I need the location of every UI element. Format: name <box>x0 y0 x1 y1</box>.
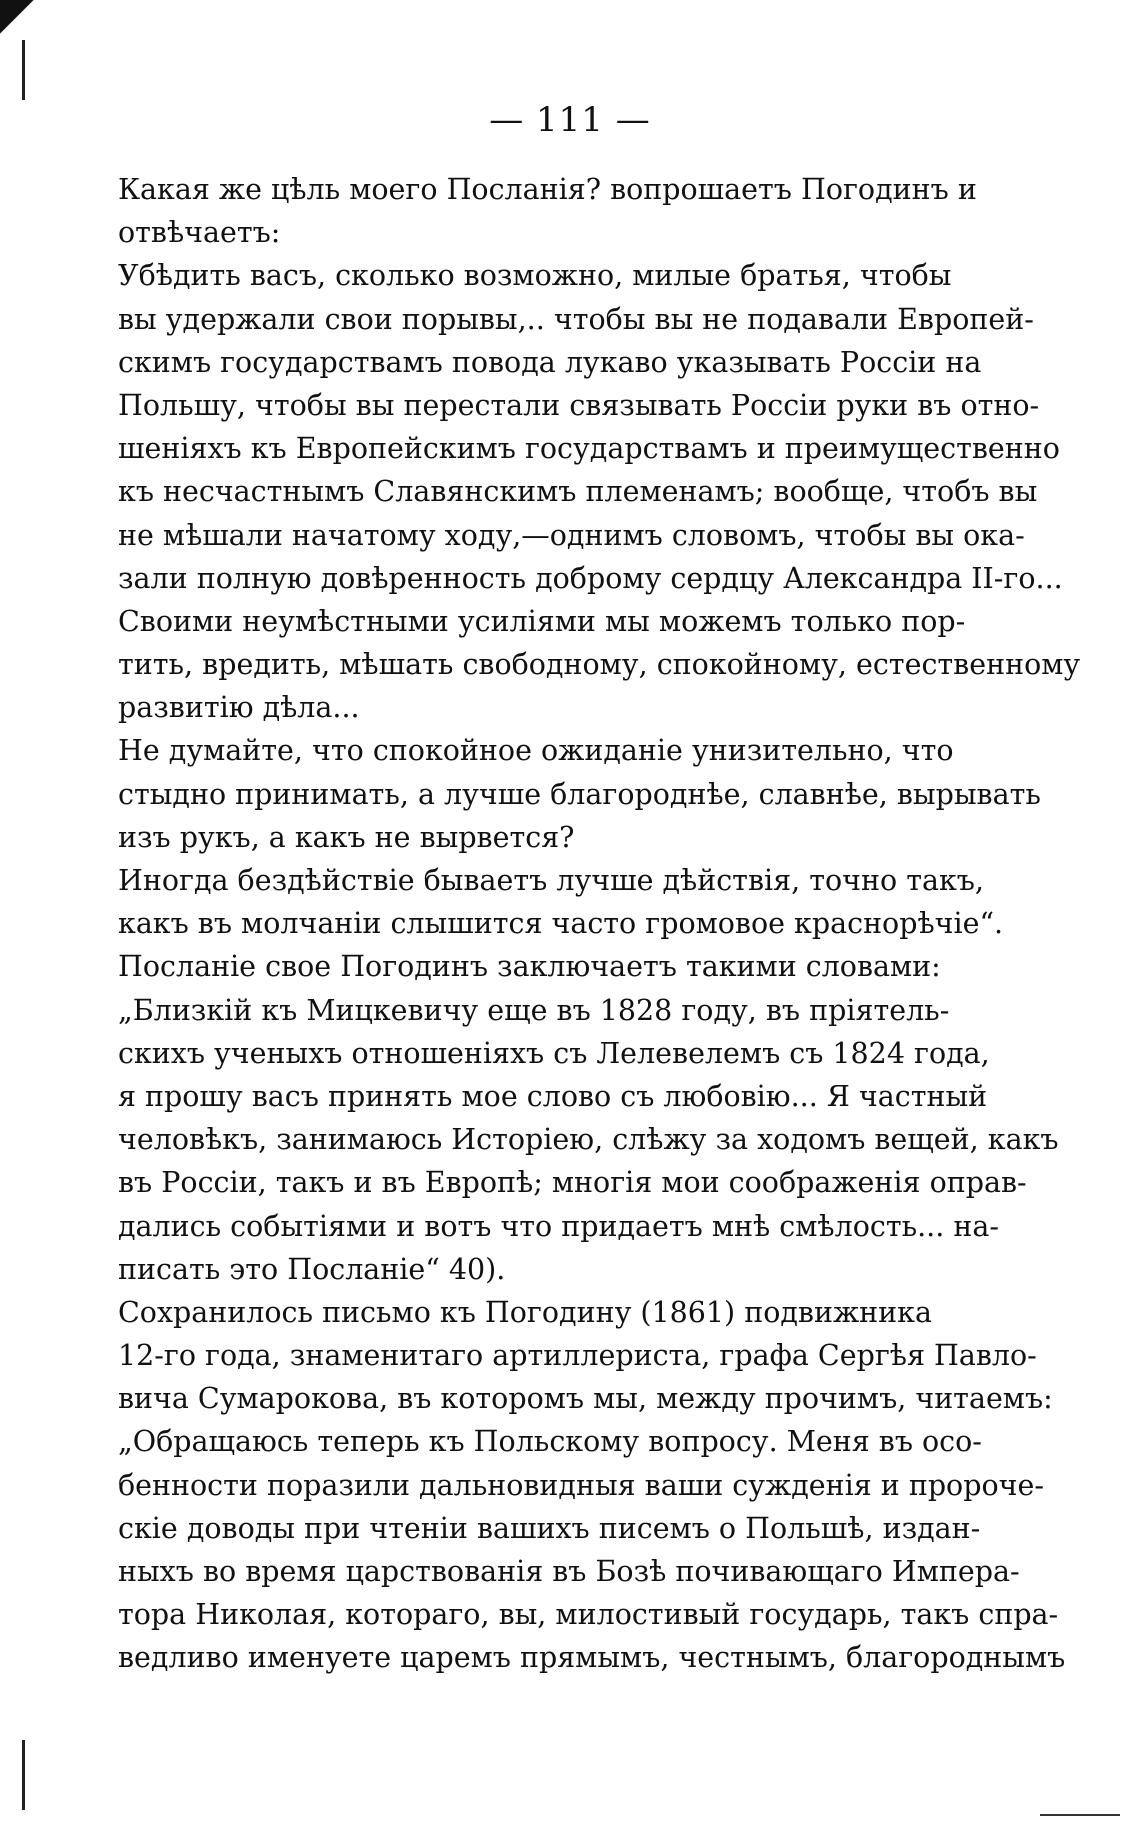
body-text <box>118 168 1081 1680</box>
text-line: человѣкъ, занимаюсь Исторіею, слѣжу за ходомъ вещей, какъ <box>118 1123 1059 1157</box>
scan-edge-mark-bottom <box>22 1740 25 1810</box>
text-line: Иногда бездѣйствіе бываетъ лучше дѣйствія, точно такъ, <box>118 864 984 897</box>
text-line: изъ рукъ, а какъ не вырвется? <box>118 820 575 854</box>
text-line: не мѣшали начатому ходу,—однимъ словомъ, чтобы вы ока- <box>118 518 1025 552</box>
text-line: скихъ ученыхъ отношеніяхъ съ Лелевелемъ съ 1824 года, <box>118 1036 990 1070</box>
text-line: писать это Посланіе“ 40). <box>118 1252 506 1286</box>
text-line: зали полную довѣренность доброму сердцу Александра II-го... <box>118 561 1063 595</box>
text-line: въ Россіи, такъ и въ Европѣ; многія мои соображенія оправ- <box>118 1166 1027 1200</box>
text-line: Какая же цѣль моего Посланія? вопрошаетъ Погодинъ и <box>118 173 977 206</box>
text-line: ныхъ во время царствованія въ Бозѣ почивающаго Импера- <box>118 1555 1020 1588</box>
text-line: бенности поразили дальновидныя ваши сужденія и пророче- <box>118 1468 1044 1502</box>
text-line: дались событіями и вотъ что придаетъ мнѣ смѣлость... на- <box>118 1209 999 1243</box>
text-line: ведливо именуете царемъ прямымъ, честнымъ, благороднымъ <box>118 1641 1066 1675</box>
scan-edge-mark-top <box>22 40 25 100</box>
text-line: къ несчастнымъ Славянскимъ племенамъ; вообще, чтобъ вы <box>118 475 1038 509</box>
text-line: скіе доводы при чтеніи вашихъ писемъ о Польшѣ, издан- <box>118 1511 981 1545</box>
page-number: — 111 — <box>489 100 651 140</box>
text-line: тить, вредить, мѣшать свободному, спокойному, естественному <box>118 648 1081 682</box>
text-line: Сохранилось письмо къ Погодину (1861) подвижника <box>118 1295 932 1329</box>
text-line: Польшу, чтобы вы перестали связывать Россіи руки въ отно- <box>118 388 1040 422</box>
text-line: „Близкій къ Мицкевичу еще въ 1828 году, въ пріятель- <box>118 993 950 1027</box>
text-line: вича Сумарокова, въ которомъ мы, между прочимъ, читаемъ: <box>118 1382 1053 1416</box>
text-line: 12-го года, знаменитаго артиллериста, графа Сергѣя Павло- <box>118 1339 1037 1373</box>
text-line: тора Николая, котораго, вы, милостивый государь, такъ спра- <box>118 1598 1059 1632</box>
text-line: отвѣчаетъ: <box>118 216 281 250</box>
text-line: Не думайте, что спокойное ожиданіе унизительно, что <box>118 734 954 768</box>
text-line: скимъ государствамъ повода лукаво указывать Россіи на <box>118 345 982 379</box>
scan-corner-mark <box>0 0 40 34</box>
text-line: я прошу васъ принять мое слово съ любовію... Я частный <box>118 1079 988 1113</box>
text-line: развитію дѣла... <box>118 691 360 725</box>
text-line: шеніяхъ къ Европейскимъ государствамъ и преимущественно <box>118 432 1060 466</box>
scan-bottom-rule <box>1040 1814 1120 1816</box>
text-line: какъ въ молчаніи слышится часто громовое краснорѣчіе“. <box>118 907 1004 941</box>
text-line: „Обращаюсь теперь къ Польскому вопросу. Меня въ осо- <box>118 1425 982 1459</box>
text-line: Своими неумѣстными усиліями мы можемъ только пор- <box>118 604 966 638</box>
text-line: стыдно принимать, а лучше благороднѣе, славнѣе, вырывать <box>118 777 1041 811</box>
text-line: Посланіе свое Погодинъ заключаетъ такими словами: <box>118 950 941 984</box>
text-line: вы удержали свои порывы,.. чтобы вы не подавали Европей- <box>118 302 1034 336</box>
text-line: Убѣдить васъ, сколько возможно, милые братья, чтобы <box>118 259 952 293</box>
